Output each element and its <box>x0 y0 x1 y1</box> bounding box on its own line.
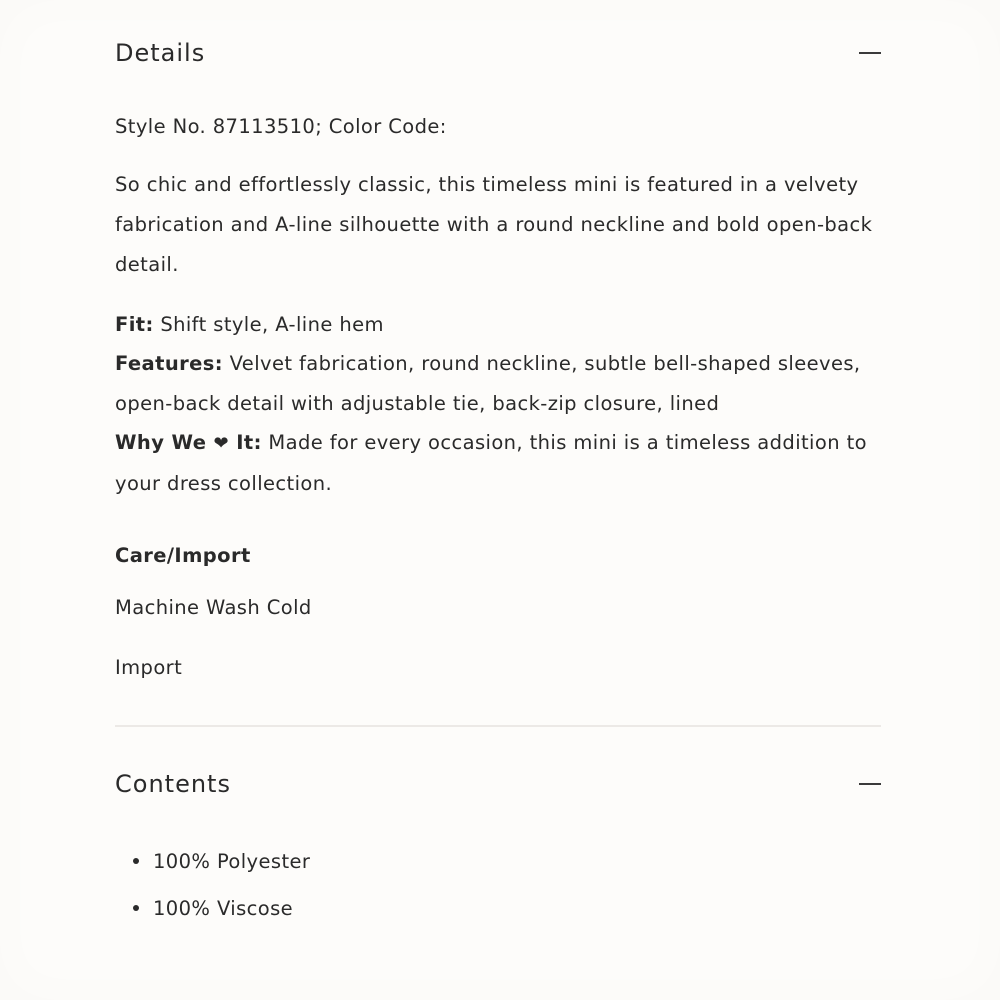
contents-title: Contents <box>115 770 231 798</box>
heart-icon: ❤ <box>213 433 230 454</box>
why-label-suffix: It: <box>229 431 262 454</box>
contents-collapse-button[interactable] <box>859 775 881 793</box>
care-import-heading: Care/Import <box>115 544 251 567</box>
fit-text: Shift style, A-line hem <box>153 313 384 336</box>
features-text: Velvet fabrication, round neckline, subtle bell-shaped sleeves, open-back detail with adjustable tie, back-zip closure, lined <box>115 352 861 415</box>
care-import-origin: Import <box>115 656 183 679</box>
minus-icon <box>859 783 881 785</box>
features-line <box>115 344 881 424</box>
why-label <box>115 431 262 454</box>
list-item: 100% Polyester <box>115 838 881 885</box>
why-label-prefix: Why We <box>115 431 214 454</box>
style-number: Style No. 87113510; Color Code: <box>115 115 447 138</box>
care-wash-instruction: Machine Wash Cold <box>115 596 312 619</box>
why-we-love-it-line <box>115 423 881 504</box>
features-label: Features: <box>115 352 223 375</box>
details-collapse-button[interactable] <box>859 44 881 62</box>
product-description: So chic and effortlessly classic, this timeless mini is featured in a velvety fabrication and A-line silhouette with a round neckline and bold open-back detail. <box>115 173 873 276</box>
contents-header[interactable] <box>115 762 881 806</box>
contents-list <box>115 838 881 932</box>
fit-label: Fit: <box>115 313 154 336</box>
list-item: 100% Viscose <box>115 885 881 932</box>
minus-icon <box>859 52 881 54</box>
details-title: Details <box>115 39 206 67</box>
why-text: Made for every occasion, this mini is a timeless addition to your dress collection. <box>115 431 867 495</box>
section-divider <box>115 725 881 727</box>
fit-line <box>115 305 881 345</box>
details-header[interactable] <box>115 31 881 75</box>
